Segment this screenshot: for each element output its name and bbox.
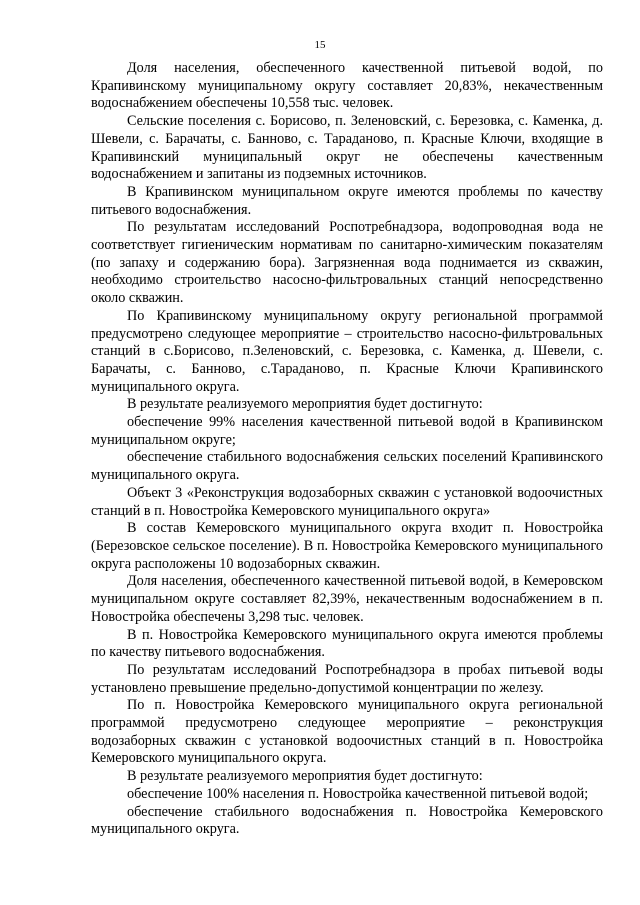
paragraph: По Крапивинскому муниципальному округу региональной программой предусмотрено следующее мероприятие – строительство насосно-фильтровальных станций в с.Борисово, п.Зеленовский, с. Березовка, с. Каменка, д. Шевели, с. Барачаты, с. Банново, с.Тараданово, п. Красные Ключи Крапивинского муниципального округа. [91, 307, 603, 395]
document-body [91, 60, 603, 839]
paragraph: В результате реализуемого мероприятия будет достигнуто: [127, 768, 483, 785]
paragraph: В результате реализуемого мероприятия будет достигнуто: [127, 396, 483, 413]
paragraph: В п. Новостройка Кемеровского муниципального округа имеются проблемы по качеству питьевого водоснабжения. [91, 626, 603, 661]
paragraph: Сельские поселения с. Борисово, п. Зеленовский, с. Березовка, с. Каменка, д. Шевели, с. Барачаты, с. Банново, с. Тараданово, п. Красные Ключи, входящие в Крапивинский муниципальный округ не обеспечены качественным водоснабжением и запитаны из подземных источников. [91, 113, 603, 183]
paragraph: В Крапивинском муниципальном округе имеются проблемы по качеству питьевого водоснабжения. [91, 183, 603, 218]
list-item: обеспечение 100% населения п. Новостройка качественной питьевой водой; [127, 785, 589, 802]
paragraph: Доля населения, обеспеченного качественной питьевой водой, в Кемеровском муниципальном округе составляет 82,39%, некачественным водоснабжением в п. Новостройка обеспечены 3,298 тыс. человек. [91, 573, 603, 625]
paragraph: По результатам исследований Роспотребнадзора, водопроводная вода не соответствует гигиеническим нормативам по санитарно-химическим показателям (по запаху и содержанию бора). Загрязненная вода поднимается из скважин, необходимо строительство насосно-фильтровальных станций непосредственно около скважин. [91, 219, 603, 307]
paragraph: Доля населения, обеспеченного качественной питьевой водой, по Крапивинскому муниципальному округу составляет 20,83%, некачественным водоснабжением обеспечены 10,558 тыс. человек. [91, 60, 603, 112]
paragraph: По п. Новостройка Кемеровского муниципального округа региональной программой предусмотрено следующее мероприятие – реконструкция водозаборных скважин с установкой водоочистных станций в п. Новостройка Кемеровского муниципального округа. [91, 697, 603, 767]
paragraph: В состав Кемеровского муниципального округа входит п. Новостройка (Березовское сельское поселение). В п. Новостройка Кемеровского муниципального округа расположены 10 водозаборных скважин. [91, 520, 603, 572]
list-item: обеспечение 99% населения качественной питьевой водой в Крапивинском муниципальном округе; [91, 414, 603, 448]
paragraph: По результатам исследований Роспотребнадзора в пробах питьевой воды установлено превышение предельно-допустимой концентрации по железу. [91, 661, 603, 696]
list-item: обеспечение стабильного водоснабжения п. Новостройка Кемеровского муниципального округа. [91, 803, 603, 838]
page-number: 15 [314, 39, 326, 51]
list-item: обеспечение стабильного водоснабжения сельских поселений Крапивинского муниципального округа. [91, 449, 603, 484]
section-heading: Объект 3 «Реконструкция водозаборных скважин с установкой водоочистных станций в п. Новостройка Кемеровского муниципального округа» [91, 484, 603, 519]
